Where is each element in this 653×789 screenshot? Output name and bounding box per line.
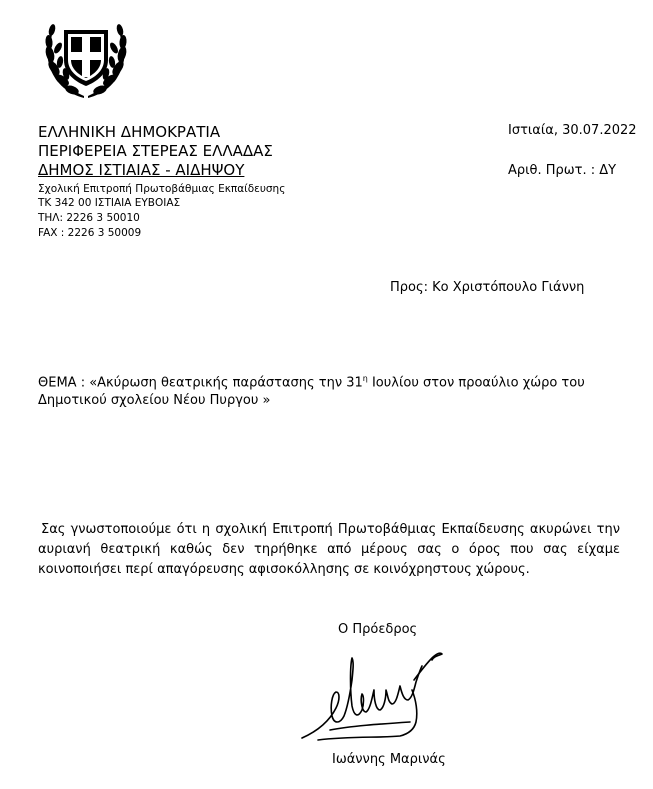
subject-prefix: ΘΕΜΑ : «Ακύρωση θεατρικής παράστασης την 31 [38,375,363,391]
fax-number: FAX : 2226 3 50009 [38,227,142,239]
subject-line-1 [38,374,585,390]
subject-superscript: η [362,374,368,383]
signatory-role: Ο Πρόεδρος [338,622,418,637]
phone-number: ΤΗΛ: 2226 3 50010 [38,212,140,224]
signatory-name: Ιωάννης Μαρινάς [332,752,446,767]
recipient: Προς: Κο Χριστόπουλο Γιάννη [390,280,585,295]
greek-coat-of-arms-icon [38,8,134,104]
committee-name: Σχολική Επιτροπή Πρωτοβάθμιας Εκπαίδευσης [38,183,286,195]
body-paragraph: Σας γνωστοποιούμε ότι η σχολική Επιτροπή Πρωτοβάθμιας Εκπαίδευσης ακυρώνει την αυριανή θεατρική καθώς δεν τηρήθηκε από μέρους σας ο όρος που σας είχαμε κοινοποιήσει περί απαγόρευσης αφισοκόλλησης σε κοινόχρηστους χώρους. [38,522,620,577]
place-date: Ιστιαία, 30.07.2022 [508,123,637,138]
region-title: ΠΕΡΙΦΕΡΕΙΑ ΣΤΕΡΕΑΣ ΕΛΛΑΔΑΣ [38,142,273,160]
municipality-title: ΔΗΜΟΣ ΙΣΤΙΑΙΑΣ - ΑΙΔΗΨΟΥ [38,161,245,179]
country-title: ΕΛΛΗΝΙΚΗ ΔΗΜΟΚΡΑΤΙΑ [38,123,221,141]
subject-line-2: Δημοτικού σχολείου Νέου Πυργου » [38,393,271,408]
protocol-number: Αριθ. Πρωτ. : ΔΥ [508,163,617,178]
postal-address: ΤΚ 342 00 ΙΣΤΙΑΙΑ ΕΥΒΟΙΑΣ [38,197,181,209]
subject-suffix: Ιουλίου στον προαύλιο χώρο του [367,375,585,391]
handwritten-signature-icon [300,650,450,745]
